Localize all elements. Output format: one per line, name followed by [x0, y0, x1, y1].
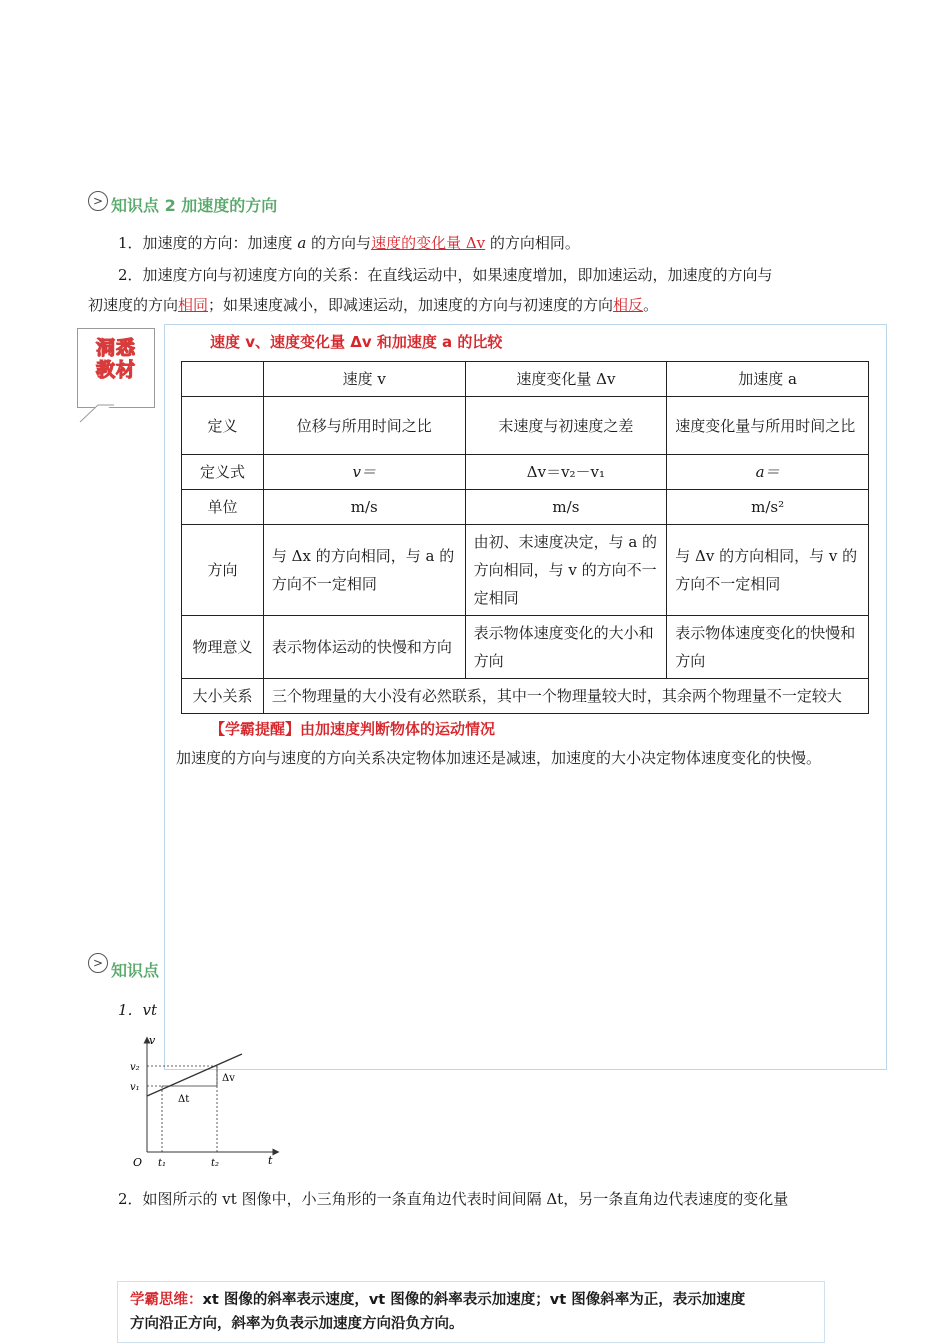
table-row: [182, 397, 869, 455]
delta-t-label: Δt: [178, 1094, 190, 1105]
section-3-paragraph-2: 2．如图所示的 vt 图像中，小三角形的一条直角边代表时间间隔 Δt，另一条直角边代表速度的变化量: [118, 1190, 789, 1208]
highlight-opposite: 相反: [613, 296, 644, 314]
comparison-table: [181, 361, 869, 714]
section-3-title: 知识点: [111, 961, 160, 980]
tip-label: 学霸思维：: [130, 1292, 203, 1308]
x-axis-label: t: [268, 1154, 273, 1167]
table-header: 速度变化量 Δv: [465, 362, 667, 397]
badge-pointer: [78, 404, 118, 424]
table-cell: m/s: [465, 490, 667, 525]
table-header: 速度 v: [263, 362, 465, 397]
table-cell: 由初、末速度决定，与 a 的方向相同，与 v 的方向不一定相同: [465, 525, 667, 616]
circle-chevron-icon: >: [88, 191, 108, 211]
badge-line-1: 洞悉: [95, 337, 136, 359]
table-cell: 速度变化量与所用时间之比: [667, 397, 869, 455]
tip-line-2: 方向沿正方向，斜率为负表示加速度方向沿负方向。: [130, 1316, 464, 1332]
table-cell: [182, 362, 264, 397]
table-row: [182, 679, 869, 714]
textbook-badge: [77, 328, 155, 408]
y-axis-label: v: [149, 1034, 156, 1047]
table-cell: Δv＝v₂－v₁: [465, 455, 667, 490]
compare-title: 速度 v、速度变化量 Δv 和加速度 a 的比较: [210, 333, 503, 351]
circle-chevron-icon: >: [88, 953, 108, 973]
section-2-title: 知识点 2 加速度的方向: [111, 196, 278, 215]
paragraph-2-line-2: 初速度的方向相同；如果速度减小，即减速运动，加速度的方向与初速度的方向相反。: [88, 296, 659, 314]
vt-graph: [128, 1030, 288, 1178]
table-cell: 三个物理量的大小没有必然联系，其中一个物理量较大时，其余两个物理量不一定较大: [263, 679, 868, 714]
paragraph-1: 1．加速度的方向：加速度 a 的方向与速度的变化量 Δv 的方向相同。: [118, 234, 580, 252]
table-row: [182, 525, 869, 616]
table-cell: 定义式: [182, 455, 264, 490]
table-cell: 与 Δx 的方向相同，与 a 的方向不一定相同: [263, 525, 465, 616]
v2-label: v₂: [130, 1062, 140, 1073]
table-cell: 物理意义: [182, 616, 264, 679]
origin-label: O: [133, 1156, 143, 1169]
tip-box: [117, 1281, 825, 1343]
table-header-row: [182, 362, 869, 397]
delta-v-label: Δv: [222, 1073, 235, 1084]
table-cell: v＝: [263, 455, 465, 490]
paragraph-2-line-1: 2．加速度方向与初速度方向的关系：在直线运动中，如果速度增加，即加速运动，加速度的方向与: [118, 266, 773, 284]
reminder-body: 加速度的方向与速度的方向关系决定物体加速还是减速，加速度的大小决定物体速度变化的快慢。: [176, 749, 822, 767]
table-row: [182, 455, 869, 490]
table-row: [182, 616, 869, 679]
table-cell: 与 Δv 的方向相同，与 v 的方向不一定相同: [667, 525, 869, 616]
highlight-same: 相同: [178, 296, 209, 314]
table-cell: 位移与所用时间之比: [263, 397, 465, 455]
t2-label: t₂: [211, 1158, 220, 1169]
badge-line-2: 教材: [95, 359, 136, 381]
table-cell: a＝: [667, 455, 869, 490]
table-cell: m/s: [263, 490, 465, 525]
table-cell: 表示物体运动的快慢和方向: [263, 616, 465, 679]
table-cell: 表示物体速度变化的快慢和方向: [667, 616, 869, 679]
table-cell: 定义: [182, 397, 264, 455]
v1-label: v₁: [130, 1082, 140, 1093]
table-cell: 单位: [182, 490, 264, 525]
table-header: 加速度 a: [667, 362, 869, 397]
tip-line-1: xt 图像的斜率表示速度，vt 图像的斜率表示加速度；vt 图像斜率为正，表示加速度: [202, 1292, 746, 1308]
section-3-paragraph-1: 1．vt: [118, 1001, 158, 1019]
table-cell: 表示物体速度变化的大小和方向: [465, 616, 667, 679]
t1-label: t₁: [158, 1158, 167, 1169]
highlight-delta-v: 速度的变化量 Δv: [371, 234, 486, 252]
table-cell: m/s²: [667, 490, 869, 525]
table-cell: 末速度与初速度之差: [465, 397, 667, 455]
table-row: [182, 490, 869, 525]
table-cell: 方向: [182, 525, 264, 616]
reminder-title: 【学霸提醒】由加速度判断物体的运动情况: [210, 720, 496, 738]
table-cell: 大小关系: [182, 679, 264, 714]
